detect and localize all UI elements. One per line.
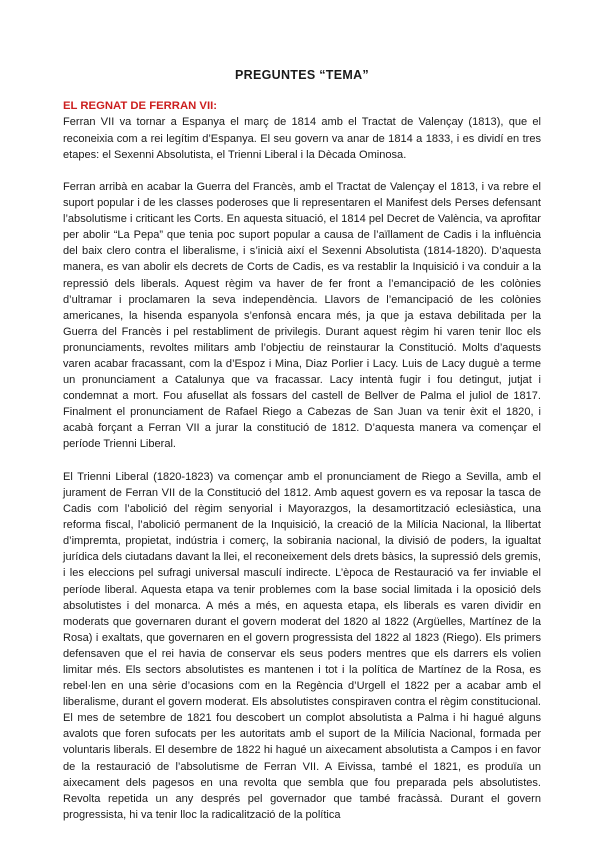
paragraph-trienni: El Trienni Liberal (1820-1823) va començar amb el pronunciament de Riego a Sevilla, amb el jurament de Ferran VII de la Constitució del 1812. Amb aquest govern es va reposar la tasca de Cadis com l’abolició del règim senyorial i Mayorazgos, la desamortització eclesiàstica, una reforma fiscal, l’abolició permanent de la Inquisició, la creació de la Milícia Nacional, la llibertat d’impremta, propietat, indústria i comerç, la sobirania nacional, la divisió de poders, la igualtat jurídica dels ciutadans davant la llei, el reconeixement dels drets bàsics, la supressió dels gremis, i les eleccions pel sufragi universal masculí indirecte. L’època de Restauració va fer inviable el període liberal. Aquesta etapa va tenir problemes com la base social limitada i la oposició dels absolutistes i del monarca. A més a més, en aquesta etapa, els liberals es varen dividir en moderats que governaren durant el govern moderat del 1820 al 1822 (Argüelles, Martínez de la Rosa) i exaltats, que governaren en el govern progressista del 1822 al 1823 (Riego). Els primers defensaven que el rei havia de conservar els seus poders mentres que els darrers els volien limitar més. Els sectors absolutistes es mantenen i tot i la política de Martínez de la Rosa, es rebel·len en una sèrie d’ocasions com en la Regència d’Urgell el 1822 per a acabar amb el liberalisme, durant el govern moderat. Els absolutistes conspiraven contra el règim constitucional. El mes de setembre de 1821 fou descobert un complot absolutista a Palma i hi hagué alguns avalots que foren sufocats per les autoritats amb el suport de la Milícia Nacional, formada per voluntaris liberals. El desembre de 1822 hi hagué un aixecament absolutista a Campos i en favor de la restauració de l’absolutisme de Ferran VII. A Eivissa, també el 1821, es produïa un aixecament dels pagesos en una revolta que sembla que fou preparada pels absolutistes. Revolta repetida un any després pel governador que també fracàssà. Durant el govern progressista, hi va tenir lloc la radicalització de la política xyxy=(63,470,541,821)
document-page xyxy=(63,68,541,823)
document-title: PREGUNTES “TEMA” xyxy=(235,68,369,82)
paragraph-intro: Ferran VII va tornar a Espanya el març de 1814 amb el Tractat de Valençay (1813), que el reconeixia com a rei legítim d’Espanya. El seu govern va anar de 1814 a 1833, i es dividí en tres etapes: el Sexenni Absolutista, el Trienni Liberal i la Dècada Ominosa. xyxy=(63,116,541,161)
paragraph-sexenni: Ferran arribà en acabar la Guerra del Francès, amb el Tractat de Valençay el 1813, i va rebre el suport popular i de les classes poderoses que li representaren el Manifest dels Perses defensant l’absolutisme i criticant les Corts. En aquesta situació, el 1814 pel Decret de València, va aprofitar per abolir “La Pepa” que tenia poc suport popular a causa de l’aïllament de Cadis i la influència del baix clero contra el liberalisme, i s’inicià així el Sexenni Absolutista (1814-1820). D’aquesta manera, es van abolir els decrets de Corts de Cadis, es va restablir la Inquisició i va conduir a la repressió dels liberals. Aquest règim va haver de fer front a l’emancipació de les colònies d’ultramar i proclamaren la seva independència. Llavors de l’emancipació de les colònies americanes, la hisenda espanyola s’enfonsà encara més, ja que ja estava debilitada per la Guerra del Francès i pel restabliment de privilegis. Durant aquest règim hi varen tenir lloc els pronunciaments, revoltes militars amb l’objectiu de reinstaurar la Constitució. Molts d’aquests varen acabar fracassant, com la d’Espoz i Mina, Diaz Porlier i Lacy. Luis de Lacy duguè a terme un pronunciament a Catalunya que va fracassar. Lacy intentà fugir i fou detingut, jutjat i condemnat a mort. Fou afusellat als fossars del castell de Bellver de Palma el juliol de 1817. Finalment el pronunciament de Rafael Riego a Cabezas de San Juan va tenir èxit el 1820, i acabà forçant a Ferran VII a jurar la constitució de 1812. D’aquesta manera va començar el període Trienni Liberal. xyxy=(63,180,541,451)
section-heading: EL REGNAT DE FERRAN VII: xyxy=(63,100,217,112)
